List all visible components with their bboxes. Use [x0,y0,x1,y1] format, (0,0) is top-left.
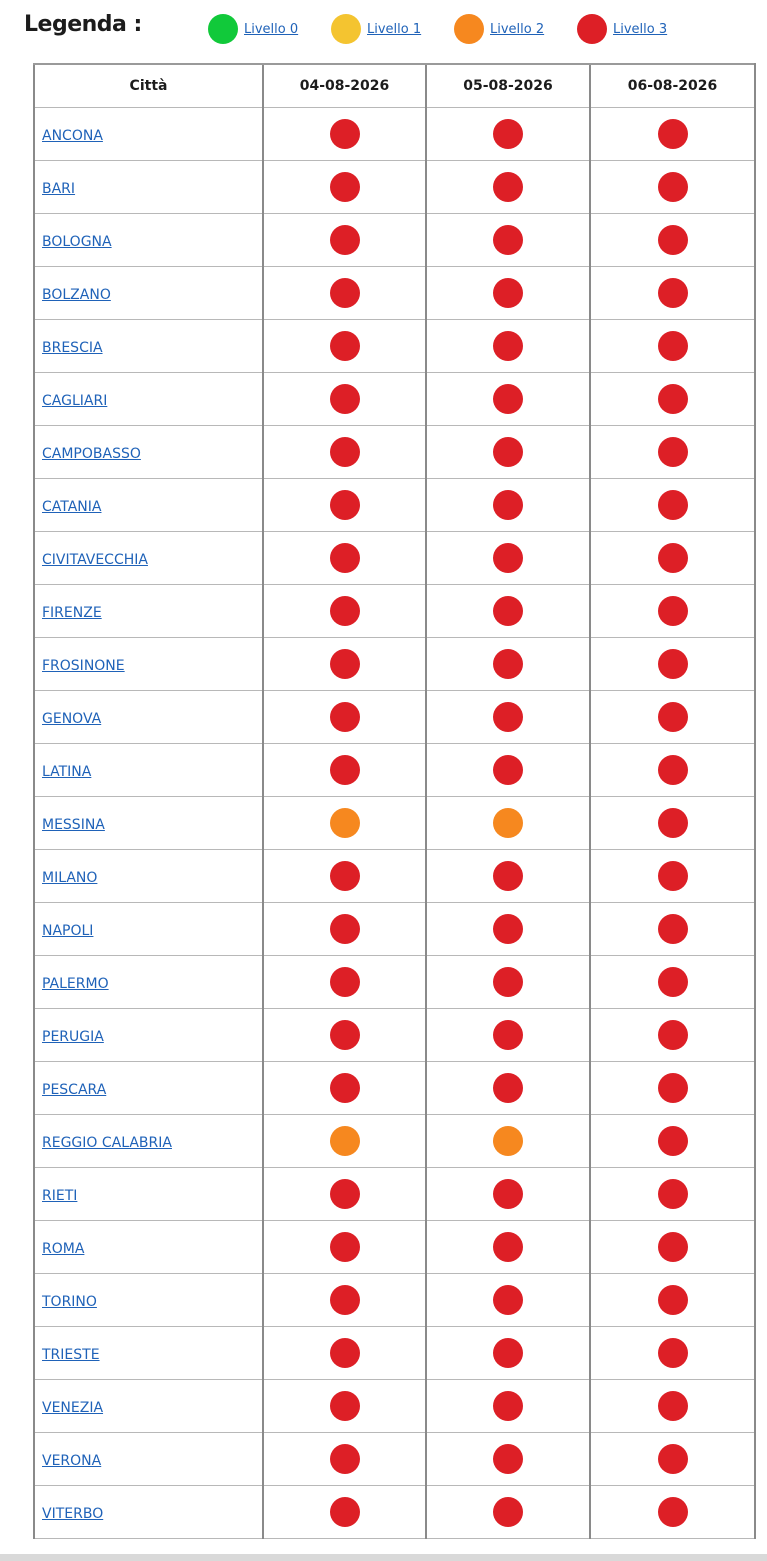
city-cell [34,744,263,797]
level-cell [263,691,426,744]
level-cell [263,532,426,585]
city-link[interactable]: REGGIO CALABRIA [42,1134,172,1151]
table-row [34,1221,755,1274]
level-3-dot-icon [330,967,360,997]
table-row [34,1115,755,1168]
level-3-dot-icon [330,172,360,202]
level-3-dot-icon [330,1338,360,1368]
level-cell [263,108,426,161]
level-cell [426,797,590,850]
level-3-dot-icon [493,1020,523,1050]
level-cell [263,1009,426,1062]
level-cell [263,373,426,426]
city-cell [34,108,263,161]
level-cell [590,426,755,479]
level-3-dot-icon [658,914,688,944]
level-3-dot-icon [658,172,688,202]
level-cell [590,479,755,532]
city-link[interactable]: BOLZANO [42,286,111,303]
table-row [34,956,755,1009]
table-row [34,214,755,267]
level-3-dot-icon [330,543,360,573]
level-cell [426,850,590,903]
level-3-dot-icon [658,490,688,520]
level-3-dot-icon [330,437,360,467]
city-link[interactable]: ROMA [42,1240,85,1257]
level-3-dot-icon [330,1285,360,1315]
table-header-row [34,64,755,108]
city-cell [34,1433,263,1486]
table-row [34,1380,755,1433]
level-1-dot-icon [331,14,361,44]
level-3-dot-icon [493,1179,523,1209]
level-cell [426,1327,590,1380]
level-cell [590,161,755,214]
level-3-dot-icon [330,1020,360,1050]
level-3-dot-icon [330,119,360,149]
level-cell [426,903,590,956]
level-3-dot-icon [330,649,360,679]
level-3-dot-icon [330,596,360,626]
level-cell [263,214,426,267]
table-row [34,479,755,532]
city-link[interactable]: TRIESTE [42,1346,100,1363]
level-2-dot-icon [493,808,523,838]
level-2-dot-icon [330,808,360,838]
level-cell [590,1009,755,1062]
city-link[interactable]: ANCONA [42,127,103,144]
city-link[interactable]: VITERBO [42,1505,104,1522]
level-cell [263,1062,426,1115]
level-3-dot-icon [493,1444,523,1474]
city-link[interactable]: VERONA [42,1452,102,1469]
level-cell [426,956,590,1009]
legend [0,0,767,56]
city-cell [34,1062,263,1115]
table-row [34,1168,755,1221]
city-cell [34,1327,263,1380]
city-cell [34,1274,263,1327]
level-cell [263,267,426,320]
city-link[interactable]: CAGLIARI [42,392,108,409]
level-cell [426,1009,590,1062]
level-cell [263,426,426,479]
level-3-dot-icon [658,1391,688,1421]
level-cell [590,1380,755,1433]
table-row [34,1274,755,1327]
table-row [34,1486,755,1539]
level-cell [263,1115,426,1168]
level-cell [426,1115,590,1168]
legend-link-livello-2[interactable]: Livello 2 [490,22,545,37]
level-3-dot-icon [493,384,523,414]
city-cell [34,373,263,426]
city-cell [34,850,263,903]
city-link[interactable]: BRESCIA [42,339,103,356]
table-row [34,638,755,691]
level-cell [590,1327,755,1380]
level-3-dot-icon [493,1285,523,1315]
level-cell [263,1168,426,1221]
level-cell [590,320,755,373]
level-cell [590,214,755,267]
city-link[interactable]: CAMPOBASSO [42,445,141,462]
level-cell [263,1486,426,1539]
level-3-dot-icon [330,225,360,255]
level-3-dot-icon [658,119,688,149]
level-cell [426,108,590,161]
table-body [34,108,755,1539]
level-cell [590,691,755,744]
level-3-dot-icon [493,861,523,891]
level-cell [590,903,755,956]
city-link[interactable]: FIRENZE [42,604,102,621]
level-cell [426,1380,590,1433]
level-3-dot-icon [493,331,523,361]
level-3-dot-icon [493,967,523,997]
level-3-dot-icon [330,278,360,308]
level-3-dot-icon [493,1232,523,1262]
level-cell [426,1274,590,1327]
level-cell [426,373,590,426]
level-3-dot-icon [658,1179,688,1209]
level-3-dot-icon [330,331,360,361]
level-3-dot-icon [658,808,688,838]
table-row [34,108,755,161]
level-cell [590,1168,755,1221]
level-3-dot-icon [493,649,523,679]
table-row [34,1009,755,1062]
legend-link-livello-0[interactable]: Livello 0 [244,22,299,37]
city-cell [34,1221,263,1274]
table-row [34,744,755,797]
level-cell [263,320,426,373]
level-3-dot-icon [658,596,688,626]
city-link[interactable]: BOLOGNA [42,233,112,250]
level-cell [590,1062,755,1115]
level-cell [263,744,426,797]
level-3-dot-icon [330,1444,360,1474]
level-3-dot-icon [330,1179,360,1209]
level-cell [426,532,590,585]
city-cell [34,1009,263,1062]
level-cell [426,1486,590,1539]
level-cell [426,1168,590,1221]
level-cell [590,1433,755,1486]
level-cell [263,956,426,1009]
level-3-dot-icon [330,1232,360,1262]
level-3-dot-icon [658,331,688,361]
level-3-dot-icon [658,1126,688,1156]
level-3-dot-icon [330,755,360,785]
city-cell [34,161,263,214]
level-cell [263,638,426,691]
level-cell [263,1327,426,1380]
header-city: Città [34,64,263,108]
level-cell [263,797,426,850]
table-row [34,373,755,426]
level-cell [426,214,590,267]
city-cell [34,585,263,638]
level-cell [263,585,426,638]
table-row [34,1062,755,1115]
city-cell [34,1115,263,1168]
level-3-dot-icon [658,649,688,679]
level-cell [590,1115,755,1168]
table-row [34,320,755,373]
level-3-dot-icon [658,225,688,255]
level-cell [263,1380,426,1433]
table-row [34,161,755,214]
city-link[interactable]: CATANIA [42,498,102,515]
city-cell [34,1168,263,1221]
city-cell [34,479,263,532]
level-3-dot-icon [493,755,523,785]
city-link[interactable]: GENOVA [42,710,102,727]
level-cell [263,1433,426,1486]
heat-level-table-container [33,63,754,1539]
level-3-dot-icon [658,1444,688,1474]
level-cell [590,850,755,903]
level-cell [426,1062,590,1115]
level-cell [426,1433,590,1486]
legend-link-livello-3[interactable]: Livello 3 [613,22,668,37]
table-row [34,797,755,850]
page-bottom-edge [0,1554,767,1561]
city-link[interactable]: PESCARA [42,1081,107,1098]
city-cell [34,1486,263,1539]
level-cell [263,1274,426,1327]
level-3-dot-icon [330,1497,360,1527]
level-cell [590,1274,755,1327]
city-link[interactable]: MILANO [42,869,98,886]
table-row [34,267,755,320]
level-3-dot-icon [493,1073,523,1103]
level-3-dot-icon [330,384,360,414]
level-3-dot-icon [493,437,523,467]
level-3-dot-icon [658,967,688,997]
level-cell [426,161,590,214]
level-cell [263,903,426,956]
level-3-dot-icon [493,172,523,202]
city-link[interactable]: TORINO [42,1293,97,1310]
level-3-dot-icon [658,861,688,891]
level-cell [590,1221,755,1274]
table-row [34,850,755,903]
level-3-dot-icon [330,1391,360,1421]
level-3-dot-icon [658,1285,688,1315]
city-cell [34,1380,263,1433]
city-cell [34,532,263,585]
level-2-dot-icon [454,14,484,44]
level-cell [263,850,426,903]
level-3-dot-icon [658,755,688,785]
level-cell [426,585,590,638]
city-cell [34,426,263,479]
table-row [34,1433,755,1486]
level-3-dot-icon [493,490,523,520]
level-cell [426,426,590,479]
table-row [34,691,755,744]
city-link[interactable]: PALERMO [42,975,109,992]
city-link[interactable]: MESSINA [42,816,105,833]
table-row [34,1327,755,1380]
level-3-dot-icon [658,1020,688,1050]
level-0-dot-icon [208,14,238,44]
level-cell [426,744,590,797]
city-cell [34,320,263,373]
level-3-dot-icon [330,702,360,732]
city-link[interactable]: CIVITAVECCHIA [42,551,148,568]
level-3-dot-icon [658,1073,688,1103]
level-2-dot-icon [330,1126,360,1156]
city-cell [34,956,263,1009]
level-3-dot-icon [493,914,523,944]
level-cell [590,108,755,161]
level-3-dot-icon [330,1073,360,1103]
level-cell [426,638,590,691]
level-3-dot-icon [658,384,688,414]
level-3-dot-icon [577,14,607,44]
level-cell [590,585,755,638]
level-3-dot-icon [493,119,523,149]
city-link[interactable]: VENEZIA [42,1399,104,1416]
level-cell [263,479,426,532]
level-cell [590,532,755,585]
level-3-dot-icon [493,702,523,732]
city-cell [34,903,263,956]
level-3-dot-icon [658,702,688,732]
city-cell [34,214,263,267]
level-3-dot-icon [493,1497,523,1527]
header-date-2: 05-08-2026 [426,64,590,108]
header-date-3: 06-08-2026 [590,64,755,108]
level-cell [590,797,755,850]
level-cell [426,691,590,744]
level-cell [426,267,590,320]
level-cell [263,1221,426,1274]
level-3-dot-icon [658,543,688,573]
level-3-dot-icon [330,861,360,891]
table-row [34,532,755,585]
table-row [34,903,755,956]
level-3-dot-icon [658,1497,688,1527]
level-3-dot-icon [658,278,688,308]
level-cell [426,1221,590,1274]
level-3-dot-icon [658,1232,688,1262]
level-3-dot-icon [493,1391,523,1421]
level-cell [590,638,755,691]
city-link[interactable]: PERUGIA [42,1028,104,1045]
level-cell [590,744,755,797]
legend-link-livello-1[interactable]: Livello 1 [367,22,422,37]
city-cell [34,691,263,744]
table-row [34,585,755,638]
level-cell [426,320,590,373]
level-cell [590,956,755,1009]
level-3-dot-icon [493,543,523,573]
level-3-dot-icon [493,278,523,308]
legend-title: Legenda : [24,12,142,37]
city-link[interactable]: BARI [42,180,76,197]
header-date-1: 04-08-2026 [263,64,426,108]
level-cell [590,373,755,426]
city-link[interactable]: RIETI [42,1187,78,1204]
level-cell [590,1486,755,1539]
level-3-dot-icon [330,914,360,944]
city-cell [34,267,263,320]
city-link[interactable]: NAPOLI [42,922,94,939]
city-cell [34,638,263,691]
level-3-dot-icon [330,490,360,520]
level-3-dot-icon [493,225,523,255]
heat-level-table [33,63,756,1539]
city-cell [34,797,263,850]
city-link[interactable]: LATINA [42,763,92,780]
level-cell [590,267,755,320]
city-link[interactable]: FROSINONE [42,657,125,674]
level-3-dot-icon [658,437,688,467]
level-3-dot-icon [493,596,523,626]
level-3-dot-icon [658,1338,688,1368]
level-cell [426,479,590,532]
level-2-dot-icon [493,1126,523,1156]
table-row [34,426,755,479]
level-3-dot-icon [493,1338,523,1368]
level-cell [263,161,426,214]
